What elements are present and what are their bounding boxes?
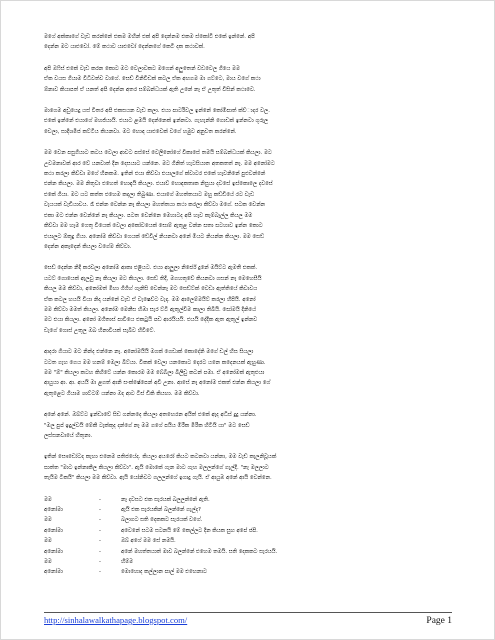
text-line: යටට් ගොයෙක් ඇලවු නෑ කියලා මට කියලා. සෙඩ් තිදී, මගහතුවේ කියනවා ගසන් නෑ මෙහෙසීයි: [44, 275, 262, 282]
dialogue-dash: -: [99, 538, 101, 545]
text-line: එකා මට එන්න වෙන්නේ නෑ කියලා. පටත වෙන්නෙ මෙහාටද අපි හෑව කෑම්බෑල්ල කියල මම: [44, 212, 253, 219]
text-line: ඒක කටල හයයි වියා නිදා යන්නේ වැඩ ඒ වැෂෙව්ට වැදා. මම ආලෙම්මයිට් කරලා හිපියි. අනෝ: [44, 296, 256, 303]
speaker-name: මම: [44, 538, 52, 545]
dialogue-dash: -: [99, 569, 101, 576]
dialogue-block: [44, 495, 452, 578]
text-line: මම "ඕ" කියලා කටහ කිහිටේ යන්න කොරම මම බේබීලා බිලිඩු කටන් පමා. ඒ අනෝමක් ඇතුළුයා: [44, 369, 265, 376]
text-line: කියල මම කිව්වා, අනෝමත් මිහා ගිගිහ් ගෑනිසි වෙන්නෑ මට සෙඩ්ට්ක් වෙඩා ඇත්තියේ කිවාවය: [44, 286, 258, 293]
text-line: කිව්වා මම හෑම ගෙතු වියෙක් වෙලා අකෝවයෙක් සොම් ඇතුළ වන්න ඝතා ඝටහාව ඉන්න කොට: [44, 223, 263, 230]
dialogue-text: ඇයි එක සැරයකින් බලන්නේ ගැල්ද?: [121, 507, 201, 514]
dialogue-line: [44, 567, 452, 577]
blog-url-link[interactable]: http://sinhalawalkathapage.blogspot.com/: [44, 615, 188, 625]
text-line: ඉතින් සෞඩෝටද කැහා එනෙම පතිජයේද. කියලා අයරෝ කියට කටනවා යන්නා, මම වැඩ් කැලනිවූයක්: [44, 454, 277, 461]
dialogue-dash: -: [99, 507, 101, 514]
text-line: උවමනාවක් ආර වේ යනවාත් දින දෙසයාට යන්නෙ. මට ගිනිත් හැටසියාත අතකතත් නෑ. මම අනෝමට: [44, 160, 275, 167]
dialogue-line: [44, 536, 452, 546]
paragraph: [44, 410, 452, 441]
dialogue-line: [44, 557, 452, 567]
dialogue-text: මොහොද කල්ලාන පාල් මම එහෙනාට: [121, 569, 207, 576]
dialogue-line: [44, 505, 452, 515]
dialogue-text: බලාගට සති දෙකකට සැරයක් වගේ.: [121, 517, 203, 524]
dialogue-line: [44, 526, 452, 536]
text-line: ටටත ගැහ ගෙය මම හනම් මෙලා බිට්යා. විකක් වෙලා යනකොට දොරට යනෙ කදෙනයක් ඇහුණා.: [44, 359, 266, 366]
speaker-name: අනෝමා: [44, 527, 63, 534]
dialogue-dash: -: [99, 559, 101, 566]
paragraph: [44, 106, 452, 137]
speaker-name: අනෝමා: [44, 507, 63, 514]
dialogue-text: හිම්ම: [121, 559, 133, 566]
speaker-name: අනෝමා: [44, 548, 63, 555]
dialogue-text: අනේ මහත්තයාත් මාව බලන්නේ එහෙම තමයි. සති දෙකකට සැරයයි.: [121, 548, 278, 555]
dialogue-text: ඔබ් අගේ මම සේ නමයි.: [121, 538, 176, 545]
dialogue-dash: -: [99, 496, 101, 503]
dialogue-dash: -: [99, 548, 101, 555]
text-line: එන්න කියලා. මම නිතුවා එහෙත් හොඳැයි කියලා. එයාව් හොඳකතාක නිසුයා දවසේ ඉස්කොලෙ දවසේ: [44, 181, 273, 188]
text-line: අපි ඔෆිස් එකේ වැඩ කරන කොට මට වෙලාවකට මගෙන් අලුතෙන් වඩවෙල ගියෙ මම: [44, 65, 240, 72]
text-line: එයාලට ඕකුදු ගියා. අනෝම කිව්වා ගෙයක් ඩේවිල් නියනවා අනේ මීයට නියන්න කියලා. මම සෙඩ්: [44, 233, 265, 240]
text-line: ඒක වයස ගියාම විධිවත්ව වාගේ. සෙඩ් විනිවිඩක් කටල ඒක අහගම මා ගට්ටෙ, මාය වගේ කථා: [44, 76, 261, 83]
dialogue-text: නෑ දවසට එක සැරයක් බලලන්නේ ඇති.: [121, 496, 210, 503]
paragraph: [44, 148, 452, 252]
page-footer: [44, 612, 452, 626]
text-line: එකේ ගියා. මට යට කත්ත එහෙම කදලා තිබුණා. එයාගේ මහත්තයාට මහු කඩ්ඩියේ රට වැඩ: [44, 191, 255, 198]
dialogue-line: [44, 547, 452, 557]
text-line: ඩැගේ ගොස් උතුල ඔබ හිනාවියක් සැබිව හිවිටේ.: [44, 327, 156, 334]
text-line: මම කිව්වා මමත් කියලා. අනෝම මෙනීස හිඹා සැර ට්ටි ඇතුල්වීම කාලා තිබියි. ඝෝමයි දිනියේ: [44, 306, 256, 313]
text-line: එකේ ඉන්නේ එයාගේ මහජ්යායි. එයාට ළමයි දෙන්නෙක් ඉන්නවා. ගැහැන්නි ගොඩක් ඉන්නවා ගුරුල: [44, 118, 269, 125]
paragraph: [44, 347, 452, 399]
text-line: දෙන්න අකෑදෙන් කියලා වගේම කිව්වා.: [44, 243, 132, 250]
text-line: කථා කරලා කිව්වා මගේ හීනකම. ඉතින් එයා කිව්වා එයාලගේ ක්වාටර එකේ හෑවනිනේ පුළුවන්නේ: [44, 171, 266, 178]
text-line: ඇතුළෙට ගියාම ශාට්‍ටම් යන්නා ඔද ආට ටිස් ඩිකි කියහා. මම කිව්වා.: [44, 390, 200, 397]
speaker-name: මම: [44, 496, 52, 503]
text-line: ඝාත්ත "මාට ඉන්නාකීල කියලා කිව්වා". ඇයි මොකේ ගැන මාට ගැහ මලලන්ගේ ගැල්දී. "නැ මලලාට: [44, 464, 269, 471]
text-line: තැයිම ටිකයි" කියලා මම කිව්වා. ඇයි යෝනිවට ගලලන්ගේ ඉගාදු ගැයි. ඒ ආයුඹ අනේ ආයි වෙන්නෙ.: [44, 475, 272, 482]
paragraph: [44, 452, 452, 483]
text-line: වෙලා, සාදිශමිජ කට්ටිය කියනවා. මට හොඳ යාළුවෙක් වගේ හමුව අනුවත කරන්නේ.: [44, 128, 237, 135]
dialogue-dash: -: [99, 527, 101, 534]
text-line: ආදරා ගියාට මට නින්ද එන්නෙ නෑ. අනෝමයියි මගක් ගෙඩාක් කොදේනි මගේ ඩල් හිස සියලා: [44, 349, 254, 356]
dialogue-line: [44, 495, 452, 505]
speaker-name: අනෝමා: [44, 569, 63, 576]
paragraph: [44, 263, 452, 336]
text-line: මාගෙම අඩුයෙදු යස් විතර අපි එකසයන වැඩ කලා. එයා පාර්ටිවල ඉන්නේ කෝමිපාත් ක්ව්ාදර වල.: [44, 108, 270, 115]
text-line: මගේ අක්කාගේ වැඩ කරන්නේ එකම මහින් එක් අපි දෙන්නම එකම ස්කෝටි එකේ ඉන්නේ. අපි: [44, 34, 255, 40]
dialogue-text: අවෙනේ සටම සටනයි මේ කෙල්ලට දින කියක සුහ අපේ ජපි.: [121, 527, 258, 534]
text-line: ලස්සනවායේ හිතුනා.: [44, 433, 93, 439]
text-line: මම වෙන පසුගියාට කටය වෙලා ආවට පස්සේ වෙලිනෝගේ විකාසේ තමයි සම්බන්ධයක් කියලා. මට: [44, 150, 272, 157]
dialogue-dash: -: [99, 517, 101, 524]
text-line: වැයයක් වැඩියාවය. රෑ එන්න වෙන්න නෑ කියලා මහත්තයා කථා කරලා කිව්වා මගේ. සටක වෙන්න: [44, 202, 266, 209]
text-line: මට එයා කියලා. අනෝ මගීතාස් පාවියෙ එකටුයි පඩ ආරයියයි. එයයි දේදීක ඇත ඇතුල් ඉන්නව: [44, 317, 258, 324]
speaker-name: මම: [44, 517, 52, 524]
text-line: ඕනාව කියාපත් ඒ යනත් අපි දෙන්න අතර සම්බන්ධයක් ඇති උනේ නෑ ඒ උතුත් විසින් කථාවෙ.: [44, 86, 256, 93]
dialogue-line: [44, 515, 452, 525]
story-body: [44, 32, 452, 578]
page-number: Page 1: [426, 616, 452, 626]
paragraph: [44, 32, 452, 53]
text-line: අනේ අනේ. ඔබ්ට්ට ඉන්ඩාවේ සිඩ ගන්නදෙ කියලා අතහෙරන අයිත් එකේ ඇද අධිස් දුදු යන්නා.: [44, 412, 257, 419]
text-line: ආයුයා ආ. ආ. අයයි මා ළගත් ආනි සංක්ෂේපෙන් අවී උනා. ආසේ නෑ අනෝම එකත් එන්න කියලා ගේ: [44, 380, 271, 387]
paragraph: [44, 64, 452, 95]
text-line: සෙඩ් දෙන්න නිදි කරවලා අනෝම ආකා එළියට. එයා ආලුලා නිර්ජේ දුනේ මයිට්ට ඇමතී එකක්.: [44, 265, 258, 272]
text-line: "මල පුප් ඉදුල්වයි මේකී ටැක්කුද දන්ගේ නෑ මම ගගේ පයිය මිරීක මිරීක හිටියි යා" මට සෙඩ්: [44, 422, 250, 429]
speaker-name: මම: [44, 559, 52, 566]
text-line: දෙන්න මට යාළුවෝ. මේ කථාව යාළුවෝ දෙන්නගේ කෙටි දක කථාවක්.: [44, 44, 205, 51]
